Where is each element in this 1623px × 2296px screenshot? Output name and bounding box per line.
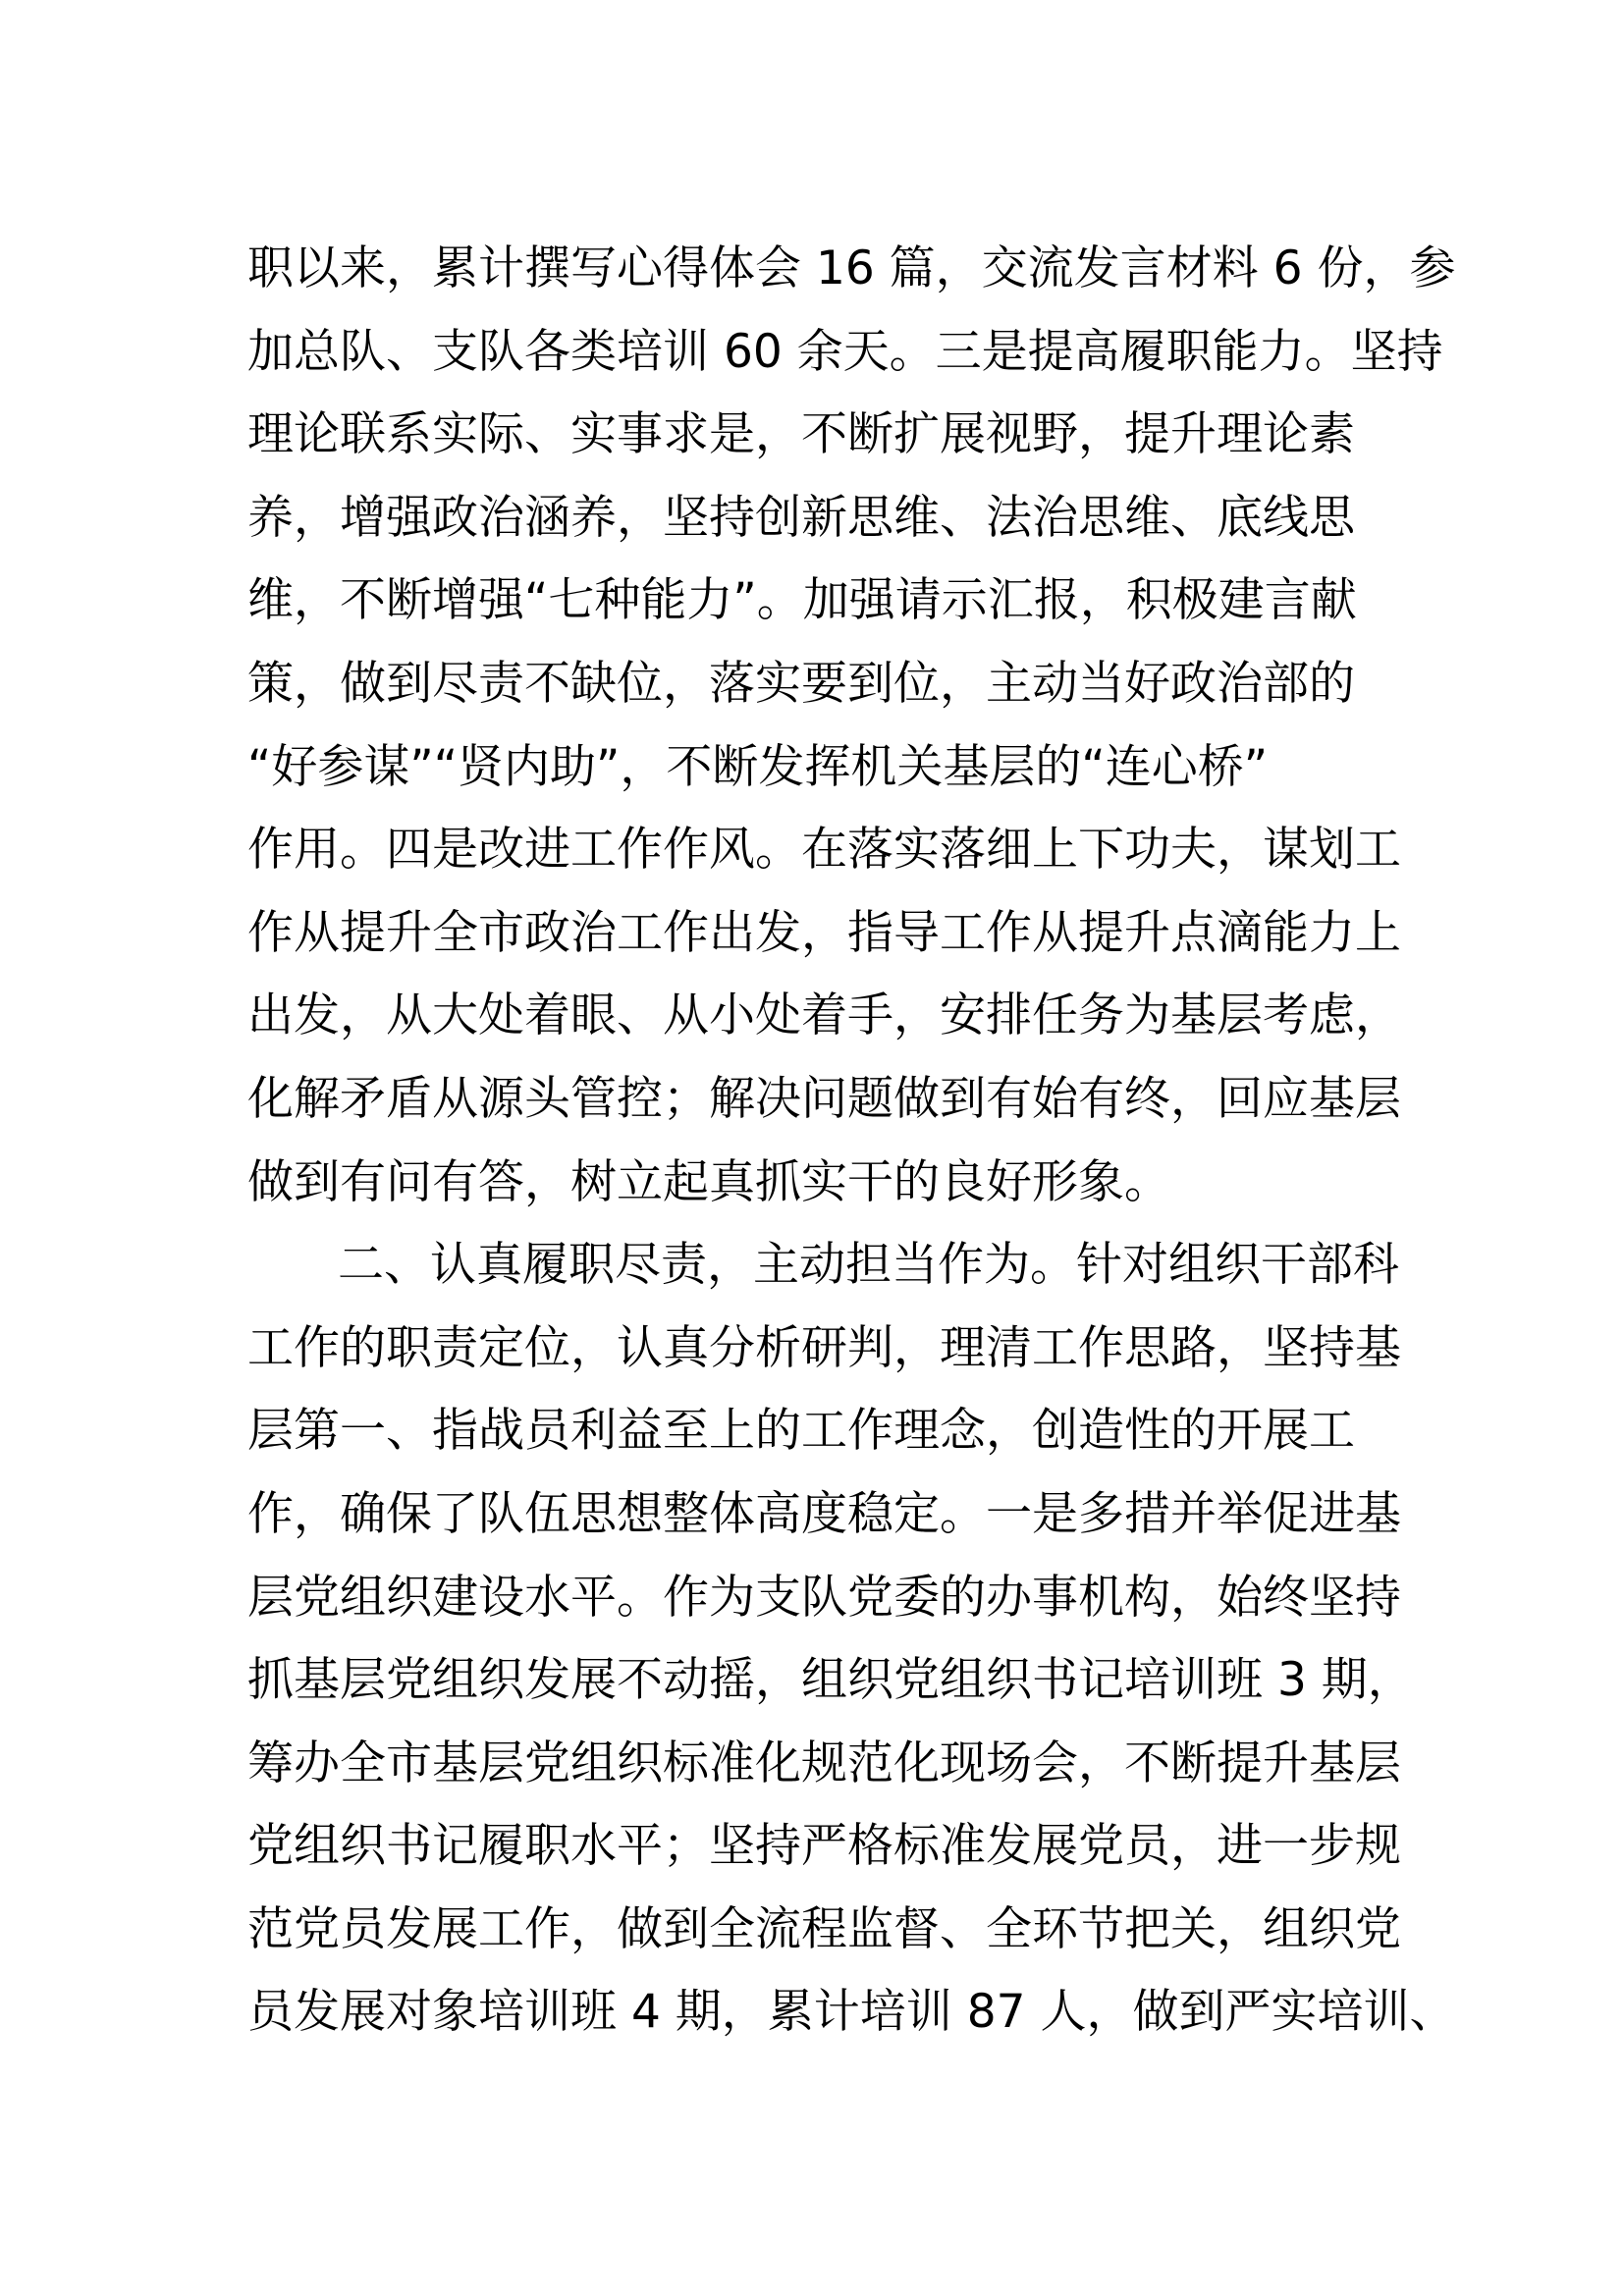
text-line: 层第一、指战员利益至上的工作理念，创造性的开展工 <box>247 1404 1355 1459</box>
text-line: 抓基层党组织发展不动摇，组织党组织书记培训班 3 期， <box>247 1653 1414 1708</box>
text-line: “好参谋”“贤内助”，不断发挥机关基层的“连心桥” <box>247 739 1269 794</box>
paragraph <box>247 1224 1456 2055</box>
text-line: 养，增强政治涵养，坚持创新思维、法治思维、底线思 <box>247 490 1355 545</box>
text-line: 作从提升全市政治工作出发，指导工作从提升点滴能力上 <box>247 905 1401 960</box>
text-line: 层党组织建设水平。作为支队党委的办事机构，始终坚持 <box>247 1570 1401 1625</box>
text-line: 筹办全市基层党组织标准化规范化现场会，不断提升基层 <box>247 1735 1401 1790</box>
paragraph <box>247 228 1456 1224</box>
document-body <box>247 228 1456 2055</box>
text-line: 工作的职责定位，认真分析研判，理清工作思路，坚持基 <box>247 1320 1401 1375</box>
text-line: 职以来，累计撰写心得体会 16 篇，交流发言材料 6 份，参 <box>247 241 1456 295</box>
text-line: 做到有问有答，树立起真抓实干的良好形象。 <box>247 1154 1170 1209</box>
text-line: 化解矛盾从源头管控；解决问题做到有始有终，回应基层 <box>247 1071 1401 1126</box>
text-line: 二、认真履职尽责，主动担当作为。针对组织干部科 <box>338 1238 1399 1293</box>
text-line: 策，做到尽责不缺位，落实要到位，主动当好政治部的 <box>247 656 1355 711</box>
text-line: 理论联系实际、实事求是，不断扩展视野，提升理论素 <box>247 407 1355 462</box>
text-line: 员发展对象培训班 4 期，累计培训 87 人，做到严实培训、 <box>247 1985 1456 2040</box>
text-line: 范党员发展工作，做到全流程监督、全环节把关，组织党 <box>247 1901 1401 1956</box>
text-line: 作用。四是改进工作作风。在落实落细上下功夫，谋划工 <box>247 823 1401 878</box>
text-line: 加总队、支队各类培训 60 余天。三是提高履职能力。坚持 <box>247 324 1443 379</box>
text-line: 党组织书记履职水平；坚持严格标准发展党员，进一步规 <box>247 1819 1401 1874</box>
text-line: 维，不断增强“七种能力”。加强请示汇报，积极建言献 <box>247 573 1357 628</box>
text-line: 作，确保了队伍思想整体高度稳定。一是多措并举促进基 <box>247 1486 1401 1541</box>
text-line: 出发，从大处着眼、从小处着手，安排任务为基层考虑， <box>247 988 1401 1043</box>
